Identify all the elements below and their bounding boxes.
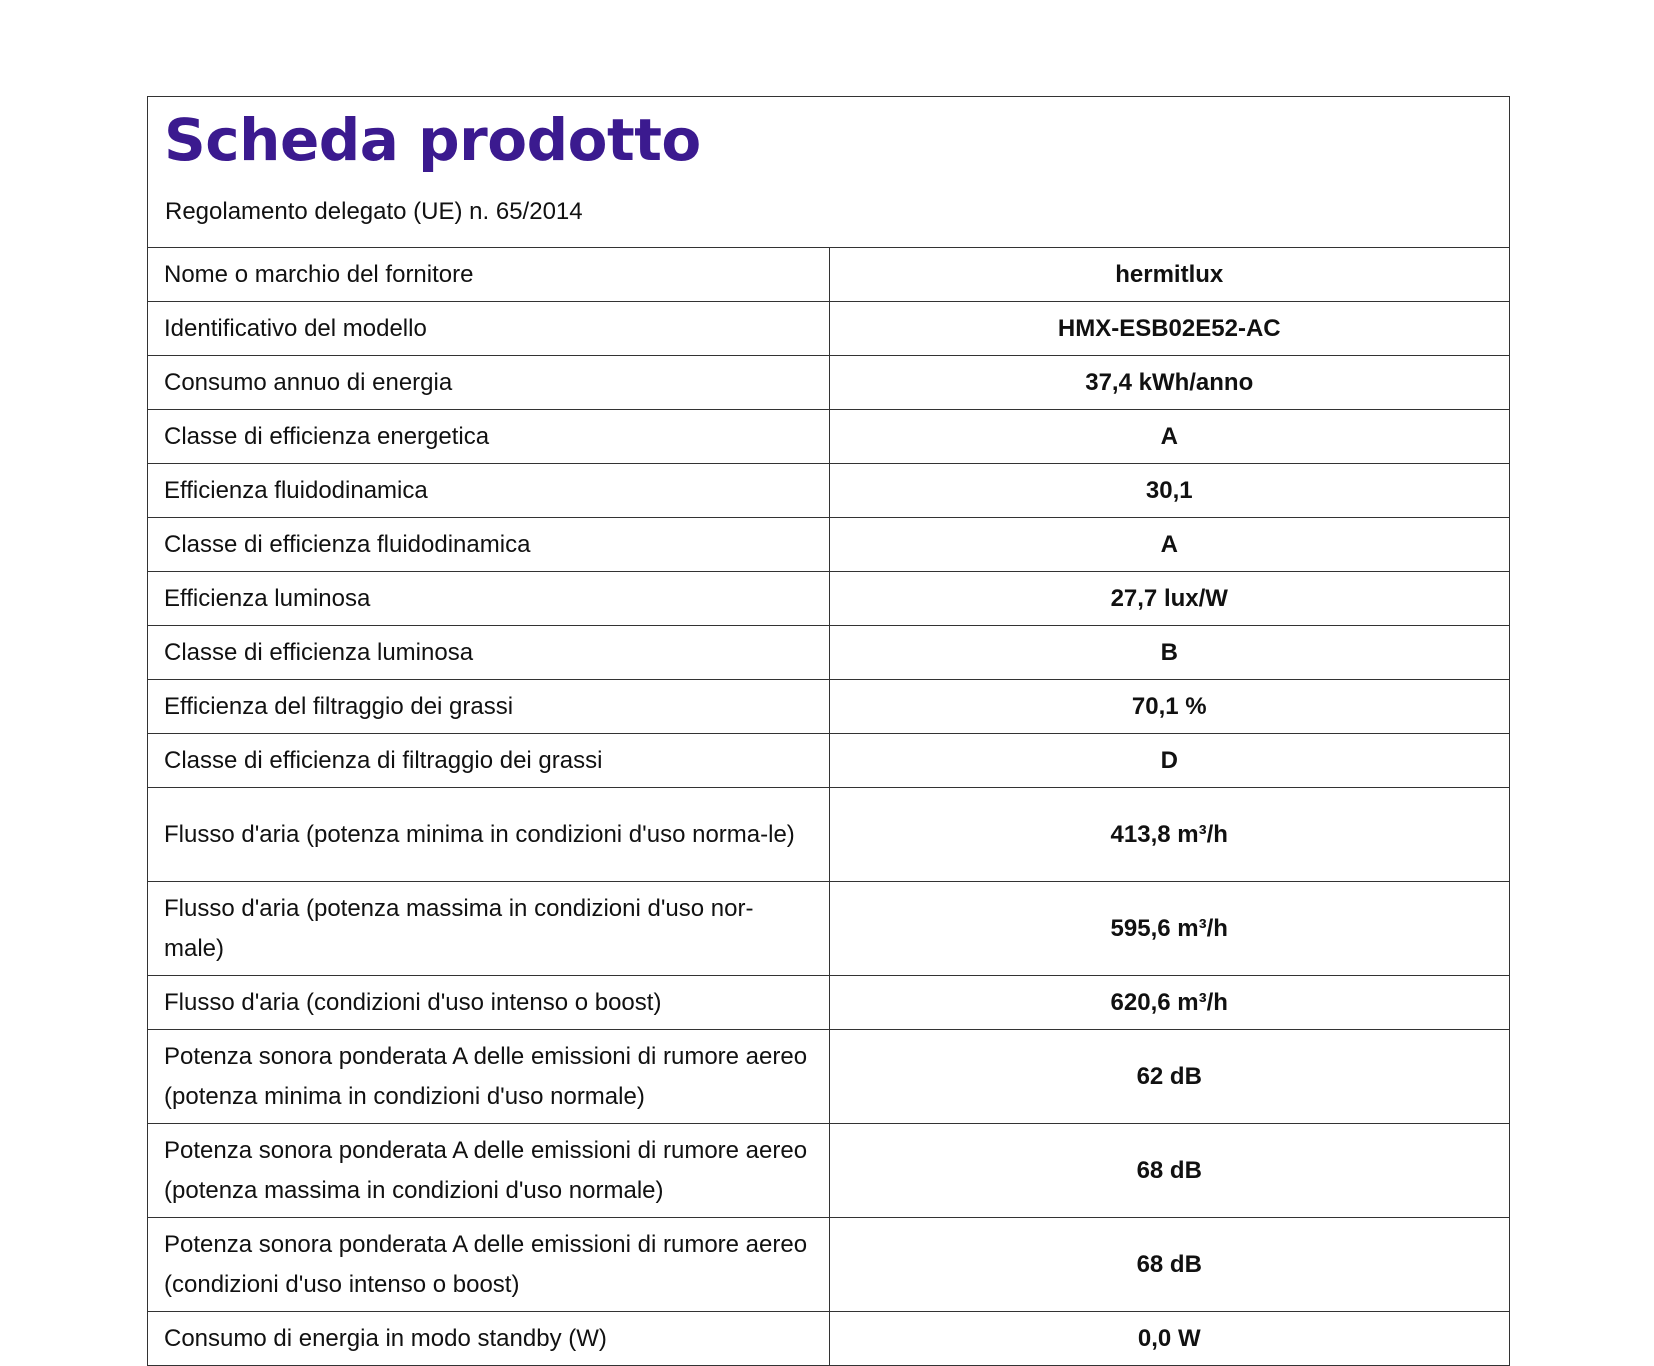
row-value: HMX-ESB02E52-AC: [829, 302, 1509, 356]
regulation-subtitle: Regolamento delegato (UE) n. 65/2014: [165, 198, 583, 225]
row-label: Efficienza fluidodinamica: [148, 464, 829, 518]
table-row: [148, 680, 1509, 734]
row-label: Efficienza del filtraggio dei grassi: [148, 680, 829, 734]
row-label: Potenza sonora ponderata A delle emissioni di rumore aereo (potenza minima in condizioni d'uso normale): [148, 1030, 829, 1124]
row-value: B: [829, 626, 1509, 680]
row-label: Flusso d'aria (potenza massima in condizioni d'uso nor-male): [148, 882, 829, 976]
row-label: Potenza sonora ponderata A delle emissioni di rumore aereo (condizioni d'uso intenso o boost): [148, 1218, 829, 1312]
row-label: Flusso d'aria (condizioni d'uso intenso o boost): [148, 976, 829, 1030]
row-label: Consumo annuo di energia: [148, 356, 829, 410]
row-value: 30,1: [829, 464, 1509, 518]
table-row: [148, 518, 1509, 572]
row-label: Potenza sonora ponderata A delle emissioni di rumore aereo (potenza massima in condizioni d'uso normale): [148, 1124, 829, 1218]
row-value: 595,6 m³/h: [829, 882, 1509, 976]
row-value: 0,0 W: [1137, 1324, 1201, 1352]
row-label: Nome o marchio del fornitore: [148, 248, 829, 302]
row-label: Classe di efficienza energetica: [148, 410, 829, 464]
row-label: Flusso d'aria (potenza minima in condizioni d'uso norma-le): [148, 788, 829, 882]
row-label: Identificativo del modello: [148, 302, 829, 356]
row-label: Classe di efficienza luminosa: [148, 626, 829, 680]
row-label: Classe di efficienza fluidodinamica: [148, 518, 829, 572]
row-value: A: [829, 410, 1509, 464]
row-value: 27,7 lux/W: [829, 572, 1509, 626]
row-value: 68 dB: [829, 1218, 1509, 1312]
row-value: 413,8 m³/h: [829, 788, 1509, 882]
table-row: [148, 788, 1509, 882]
row-label: Consumo di energia in modo standby (W): [148, 1312, 829, 1366]
row-value: 70,1 %: [829, 680, 1509, 734]
table-row: [148, 1218, 1509, 1312]
table-row: [148, 626, 1509, 680]
row-value: 620,6 m³/h: [829, 976, 1509, 1030]
table-row: [148, 976, 1509, 1030]
row-value: A: [829, 518, 1509, 572]
row-value: D: [829, 734, 1509, 788]
table-row: [148, 302, 1509, 356]
row-value: 37,4 kWh/anno: [829, 356, 1509, 410]
row-label: Classe di efficienza di filtraggio dei grassi: [148, 734, 829, 788]
table-row: [148, 410, 1509, 464]
sheet-header: [148, 97, 1509, 248]
table-row: [148, 882, 1509, 976]
table-row: [148, 734, 1509, 788]
table-row: [148, 1030, 1509, 1124]
table-row: [148, 356, 1509, 410]
table-row: [148, 1312, 1509, 1366]
row-label: Efficienza luminosa: [148, 572, 829, 626]
table-row: [148, 572, 1509, 626]
row-value: 62 dB: [829, 1030, 1509, 1124]
row-value: 68 dB: [829, 1124, 1509, 1218]
table-row: [148, 464, 1509, 518]
page-title: Scheda prodotto: [164, 106, 701, 174]
table-row: [148, 1124, 1509, 1218]
row-value: hermitlux: [829, 248, 1509, 302]
product-sheet: [147, 96, 1510, 1366]
table-row: [148, 248, 1509, 302]
product-data-table: [148, 248, 1509, 1365]
